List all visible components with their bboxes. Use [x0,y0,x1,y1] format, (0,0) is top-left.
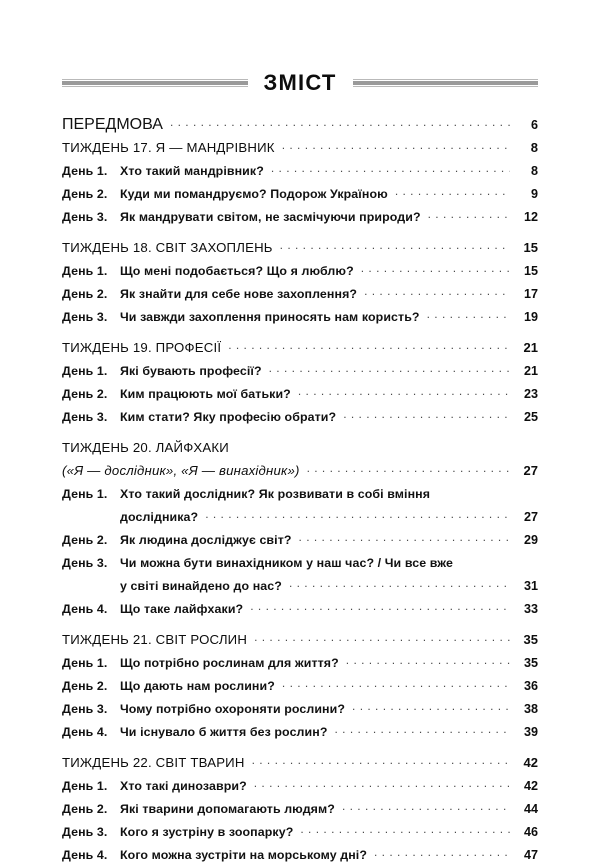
day-title-continued: дослідника? [120,510,199,524]
entry-line [62,774,538,797]
day-label: День 2. [62,679,108,693]
entry-line [62,674,538,697]
leader-dots [228,336,510,352]
toc-day-entry[interactable] [62,182,538,205]
page-number: 27 [523,463,538,478]
toc-day-entry[interactable] [62,259,538,282]
day-label: День 1. [62,779,108,793]
day-label: День 1. [62,487,108,501]
day-label: День 3. [62,410,108,424]
day-label: День 3. [62,310,108,324]
entry-subtitle: («Я — дослідник», «Я — винахідник») [62,463,300,478]
day-title: Як знайти для себе нове захоплення? [120,287,358,301]
leader-dots [289,574,510,590]
day-title: Ким працюють мої батьки? [120,387,291,401]
day-title: Чи можна бути винахідником у наш час? / Чи все вже [120,556,454,570]
toc-day-entry[interactable] [62,797,538,820]
day-label: День 4. [62,848,108,862]
rule-thin-top [353,79,539,80]
toc-day-entry[interactable] [62,820,538,843]
day-title-continued: у світі винайдено до нас? [120,579,282,593]
entry-label: ПЕРЕДМОВА [62,116,163,133]
day-title: Як мандрувати світом, не засмічуючи природи? [120,210,421,224]
leader-dots [395,182,510,198]
day-label: День 1. [62,656,108,670]
leader-dots [343,405,510,421]
rule-thin-bottom [353,86,539,87]
toc-day-entry[interactable] [62,405,538,428]
day-title: Які тварини допомагають людям? [120,802,335,816]
page-number: 12 [523,210,538,224]
leader-dots [280,236,510,252]
day-label: День 2. [62,533,108,547]
toc-day-entry[interactable] [62,843,538,866]
toc-header [62,0,538,94]
toc-day-entry[interactable] [62,674,538,697]
entry-line [62,259,538,282]
leader-dots [437,482,510,498]
day-title: Чому потрібно охороняти рослини? [120,702,346,716]
toc-front-entry[interactable] [62,113,538,136]
day-title: Куди ми помандруємо? Подорож Україною [120,187,388,201]
toc-section-entry[interactable] [62,336,538,359]
day-title: Що потрібно рослинам для життя? [120,656,339,670]
toc-day-entry[interactable] [62,205,538,228]
day-title: Що дають нам рослини? [120,679,275,693]
leader-dots [236,436,510,452]
toc-day-entry[interactable] [62,651,538,674]
rule-thick [353,81,539,85]
entry-line [62,482,538,505]
entry-line [62,597,538,620]
entry-line [62,336,538,359]
leader-dots [361,259,510,275]
toc-day-entry[interactable] [62,720,538,743]
leader-dots [252,751,510,767]
entry-line [62,843,538,866]
entry-continuation-line [62,505,538,528]
entry-line [62,651,538,674]
page-number: 25 [523,410,538,424]
leader-dots [282,136,510,152]
entry-line [62,797,538,820]
toc-day-entry[interactable] [62,697,538,720]
leader-dots [460,551,510,567]
leader-dots [300,820,510,836]
page-title: ЗМІСТ [263,70,337,95]
page-number: 8 [530,140,538,155]
header-rule-left [62,79,248,87]
toc-day-entry[interactable] [62,382,538,405]
leader-dots [269,359,510,375]
entry-label: ТИЖДЕНЬ 19. ПРОФЕСІЇ [62,340,222,355]
entry-label: ТИЖДЕНЬ 22. СВІТ ТВАРИН [62,755,245,770]
rule-thick [62,81,248,85]
entry-label: ТИЖДЕНЬ 20. ЛАЙФХАКИ [62,440,229,455]
leader-dots [352,697,510,713]
day-label: День 2. [62,387,108,401]
leader-dots [428,205,510,221]
entry-subtitle-line [62,459,538,482]
leader-dots [170,113,510,129]
day-label: День 2. [62,802,108,816]
leader-dots [271,159,510,175]
leader-dots [427,305,510,321]
day-title: Як людина досліджує світ? [120,533,292,547]
entry-line [62,720,538,743]
entry-line [62,628,538,651]
page-number: 33 [523,602,538,616]
entry-line [62,305,538,328]
leader-dots [205,505,510,521]
day-title: Кого я зустріну в зоопарку? [120,825,294,839]
rule-thin-bottom [62,86,248,87]
entry-line [62,113,538,136]
entry-line [62,405,538,428]
page-number: 19 [523,310,538,324]
entry-label: ТИЖДЕНЬ 21. СВІТ РОСЛИН [62,632,248,647]
entry-label: ТИЖДЕНЬ 17. Я — МАНДРІВНИК [62,140,275,155]
page-number: 23 [523,387,538,401]
day-title: Хто такий дослідник? Як розвивати в собі вміння [120,487,431,501]
entry-line [62,751,538,774]
leader-dots [250,597,510,613]
page-number: 36 [523,679,538,693]
leader-dots [374,843,510,859]
toc-day-entry[interactable] [62,482,538,528]
page-number: 9 [530,187,538,201]
page-number: 35 [523,632,538,647]
entry-line [62,182,538,205]
leader-dots [254,774,510,790]
entry-line [62,359,538,382]
page-number: 35 [523,656,538,670]
day-label: День 3. [62,702,108,716]
day-title: Що таке лайфхаки? [120,602,244,616]
day-label: День 4. [62,602,108,616]
entry-line [62,136,538,159]
leader-dots [364,282,510,298]
toc-list [62,113,538,866]
entry-line [62,697,538,720]
page-number: 38 [523,702,538,716]
day-label: День 2. [62,187,108,201]
toc-section-entry[interactable] [62,628,538,651]
page-number: 21 [523,340,538,355]
day-label: День 1. [62,164,108,178]
day-label: День 3. [62,210,108,224]
entry-line [62,382,538,405]
entry-line [62,159,538,182]
day-title: Чи існувало б життя без рослин? [120,725,328,739]
day-title: Які бувають професії? [120,364,262,378]
entry-label: ТИЖДЕНЬ 18. СВІТ ЗАХОПЛЕНЬ [62,240,273,255]
entry-line [62,528,538,551]
page-number: 44 [523,802,538,816]
page-number: 8 [530,164,538,178]
entry-line [62,205,538,228]
day-label: День 3. [62,825,108,839]
day-label: День 1. [62,364,108,378]
day-title: Кого можна зустріти на морському дні? [120,848,367,862]
entry-continuation-line [62,574,538,597]
day-title: Ким стати? Яку професію обрати? [120,410,337,424]
day-label: День 2. [62,287,108,301]
day-title: Хто такий мандрівник? [120,164,264,178]
toc-section-entry[interactable] [62,751,538,774]
day-label: День 4. [62,725,108,739]
page-number: 21 [523,364,538,378]
page-number: 46 [523,825,538,839]
day-title: Що мені подобається? Що я люблю? [120,264,354,278]
rule-thin-top [62,79,248,80]
entry-line [62,236,538,259]
toc-day-entry[interactable] [62,159,538,182]
entry-line [62,282,538,305]
day-title: Хто такі динозаври? [120,779,247,793]
toc-day-entry[interactable] [62,774,538,797]
page-number: 39 [523,725,538,739]
leader-dots [299,528,510,544]
header-rule-right [353,79,539,87]
toc-day-entry[interactable] [62,597,538,620]
toc-section-entry[interactable] [62,236,538,259]
leader-dots [254,628,510,644]
page-number: 15 [523,264,538,278]
page-number: 15 [523,240,538,255]
leader-dots [298,382,510,398]
toc-day-entry[interactable] [62,551,538,597]
page-number: 6 [530,118,538,132]
toc-day-entry[interactable] [62,305,538,328]
day-label: День 3. [62,556,108,570]
page-number: 17 [523,287,538,301]
page-number: 42 [523,779,538,793]
page-number: 47 [523,848,538,862]
entry-line [62,436,538,459]
page-number: 42 [523,755,538,770]
page-number: 27 [523,510,538,524]
leader-dots [342,797,510,813]
toc-day-entry[interactable] [62,282,538,305]
leader-dots [335,720,511,736]
page-number: 29 [523,533,538,547]
page-number: 31 [523,579,538,593]
entry-line [62,551,538,574]
leader-dots [282,674,510,690]
entry-line [62,820,538,843]
leader-dots [346,651,510,667]
day-title: Чи завжди захоплення приносять нам користь? [120,310,420,324]
leader-dots [307,459,510,475]
toc-section-entry[interactable] [62,436,538,482]
toc-day-entry[interactable] [62,359,538,382]
day-label: День 1. [62,264,108,278]
toc-section-entry[interactable] [62,136,538,159]
toc-day-entry[interactable] [62,528,538,551]
